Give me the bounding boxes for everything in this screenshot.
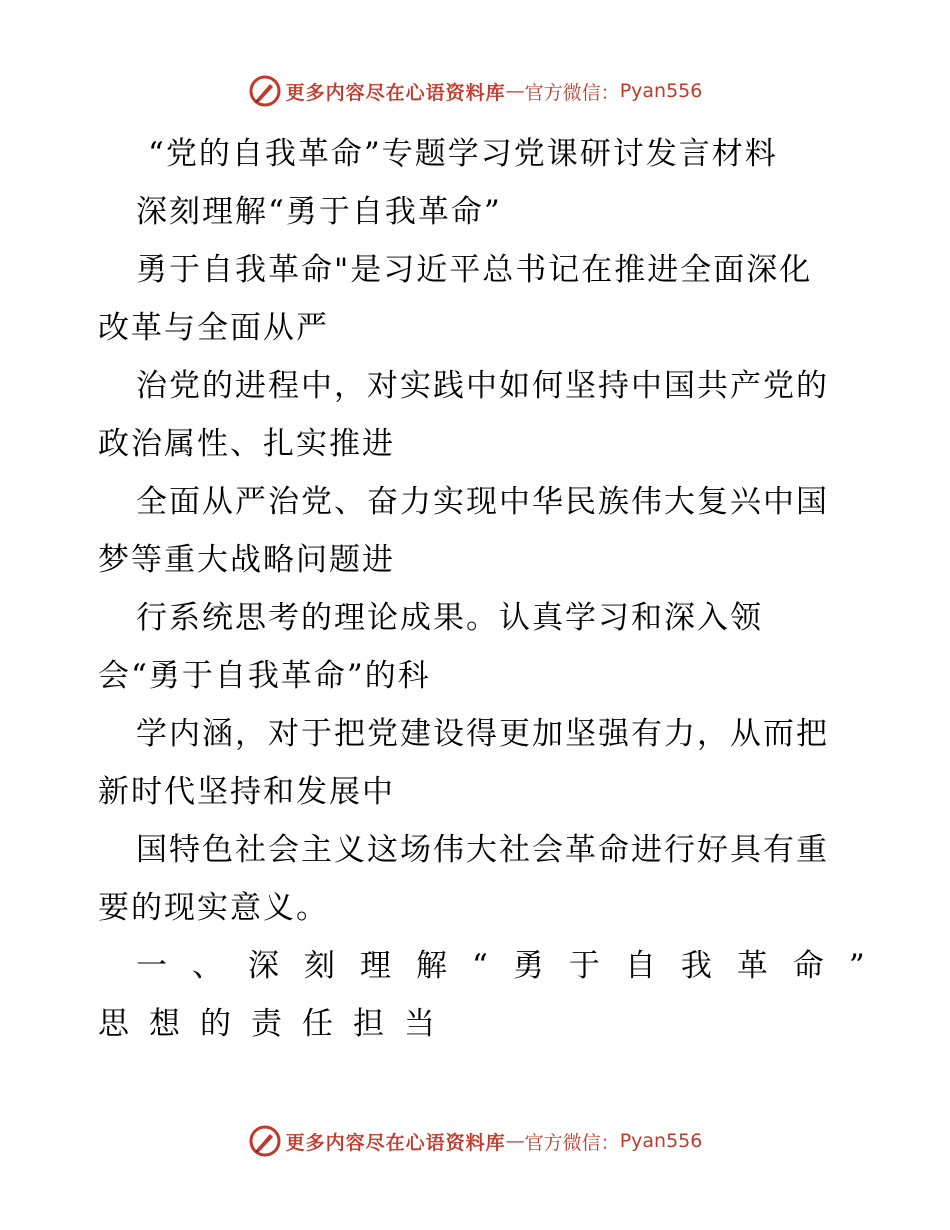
paragraph-line: 政治属性、扎实推进 [98, 426, 395, 462]
pen-logo-icon [248, 74, 282, 108]
paragraph-line: 梦等重大战略问题进 [98, 542, 395, 578]
paragraph-line: 学内涵，对于把党建设得更加坚强有力，从而把 [136, 716, 829, 752]
paragraph-line: 勇于自我革命"是习近平总书记在推进全面深化 [136, 252, 813, 288]
paragraph-line: 深刻理解“勇于自我革命” [136, 194, 502, 230]
document-body [98, 125, 890, 1053]
paragraph-line: 改革与全面从严 [98, 310, 329, 346]
section-heading: 一、深刻理解“勇于自我革命” [136, 948, 890, 984]
footer-banner [0, 1121, 950, 1161]
pen-logo-icon [248, 1124, 282, 1158]
paragraph-line: 治党的进程中，对实践中如何坚持中国共产党的 [136, 368, 829, 404]
banner-dash: — [505, 1130, 525, 1152]
document-title: “党的自我革命”专题学习党课研讨发言材料 [148, 136, 778, 172]
banner-dash: — [505, 80, 525, 102]
banner-brand: 更多内容尽在心语资料库 [285, 1131, 506, 1154]
section-heading-continuation: 思想的责任担当 [98, 1006, 455, 1042]
paragraph-line: 全面从严治党、奋力实现中华民族伟大复兴中国 [136, 484, 829, 520]
banner-contact-label: 官方微信： [524, 81, 620, 104]
banner-contact-value: Pyan556 [619, 1130, 703, 1152]
paragraph-line: 会“勇于自我革命”的科 [98, 658, 431, 694]
banner-contact-label: 官方微信： [524, 1131, 620, 1154]
paragraph-line: 要的现实意义。 [98, 890, 329, 926]
paragraph-line: 新时代坚持和发展中 [98, 774, 395, 810]
banner-contact-value: Pyan556 [619, 80, 703, 102]
banner-brand: 更多内容尽在心语资料库 [285, 81, 506, 104]
paragraph-line: 国特色社会主义这场伟大社会革命进行好具有重 [136, 832, 829, 868]
paragraph-line: 行系统思考的理论成果。认真学习和深入领 [136, 600, 763, 636]
header-banner [0, 71, 950, 111]
